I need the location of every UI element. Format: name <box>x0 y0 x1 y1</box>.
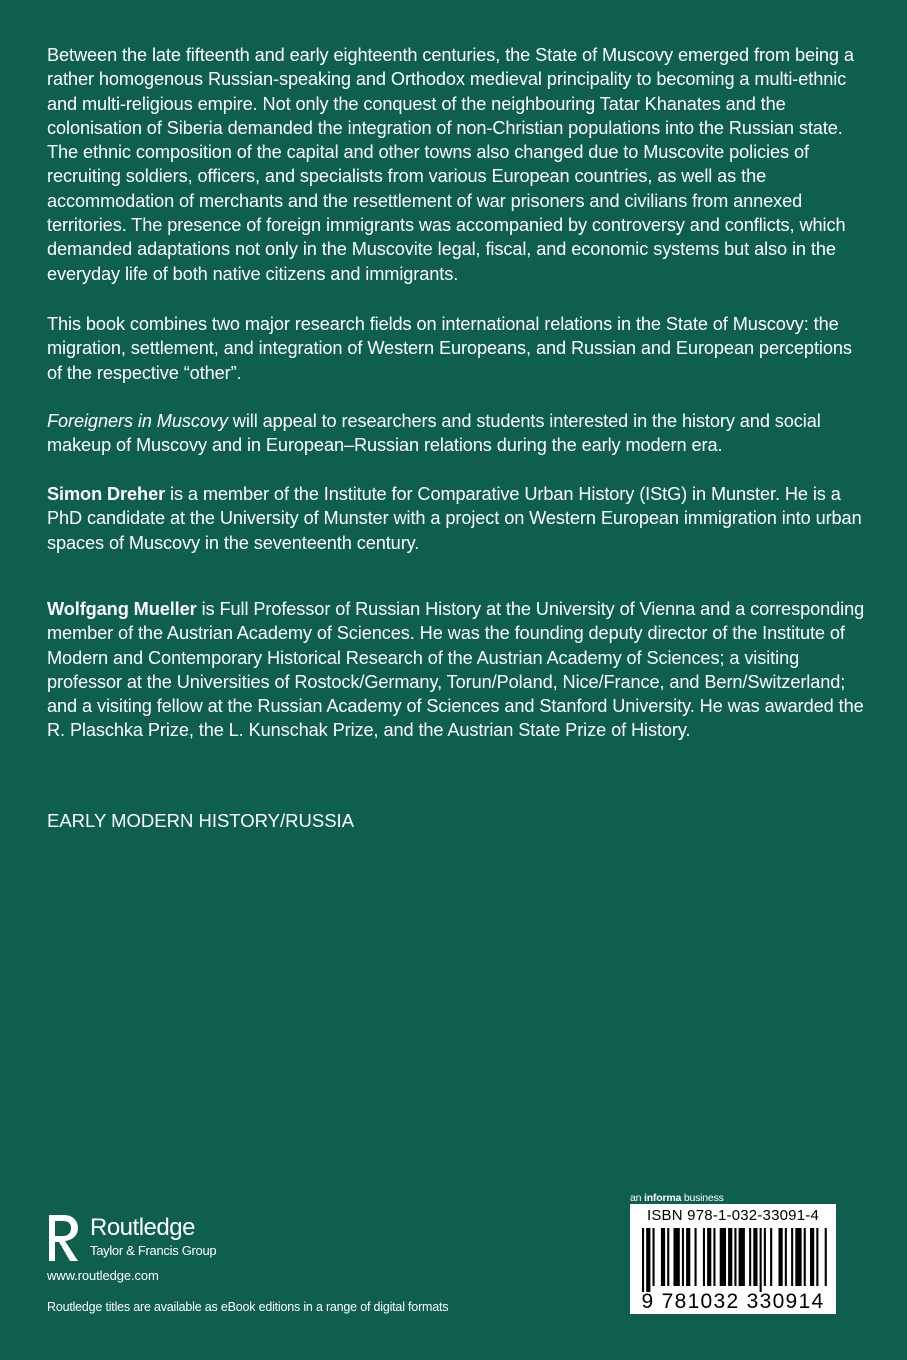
blurb-paragraph-intro: Between the late fifteenth and early eighteenth centuries, the State of Muscovy emerged from being a rather homogenous Russian-speaking and Orthodox medieval principality to becoming a multi-ethnic and multi-religious empire. Not only the conquest of the neighbouring Tatar Khanates and the colonisation of Siberia demanded the integration of non-Christian populations into the Russian state. The ethnic composition of the capital and other towns also changed due to Muscovite policies of recruiting soldiers, officers, and specialists from various European countries, as well as the accommodation of merchants and the resettlement of war prisoners and civilians from annexed territories. The presence of foreign immigrants was accompanied by controversy and conflicts, which demanded adaptations not only in the Muscovite legal, fiscal, and economic systems but also in the everyday life of both native citizens and immigrants. <box>47 45 854 284</box>
barcode-bar <box>734 1228 736 1286</box>
blurb-paragraph-research: This book combines two major research fields on international relations in the State of Muscovy: the migration, settlement, and integration of Western Europeans, and Russian and European perceptions of the respective “other”. <box>47 314 852 383</box>
barcode-bar <box>816 1228 818 1286</box>
book-title: Foreigners in Muscovy <box>47 411 228 431</box>
routledge-r-icon <box>47 1212 81 1264</box>
barcode-bar <box>695 1228 697 1286</box>
barcode-bar <box>686 1228 690 1286</box>
publisher-logo <box>47 1212 227 1268</box>
barcode-bar <box>707 1228 711 1286</box>
barcode-bar <box>728 1228 732 1286</box>
barcode-bar <box>770 1228 772 1286</box>
barcode-bar <box>642 1228 644 1292</box>
barcode-bar <box>753 1228 757 1286</box>
barcode-bar <box>764 1228 766 1286</box>
barcode-bar <box>804 1228 806 1286</box>
barcode-bar <box>779 1228 783 1286</box>
barcode-bar <box>825 1228 827 1286</box>
barcode-bar <box>674 1228 680 1286</box>
author-bio-mueller: Wolfgang Mueller is Full Professor of Russian History at the University of Vienna and a corresponding member of the Austrian Academy of Sciences. He was the founding deputy director of the Institute of Modern and Contemporary Historical Research of the Austrian Academy of Sciences; a visiting professor at the Universities of Rostock/Germany, Torun/Poland, Nice/France, and Bern/Switzerland; and a visiting fellow at the Russian Academy of Sciences and Stanford University. He was awarded the R. Plaschka Prize, the L. Kunschak Prize, and the Austrian State Prize of History. <box>47 599 865 741</box>
barcode-bar <box>682 1228 684 1286</box>
barcode-bar <box>713 1228 715 1286</box>
author-bio-dreher: Simon Dreher is a member of the Institute for Comparative Urban History (IStG) in Munster. He is a PhD candidate at the University of Munster with a project on Western European immigration into urban spaces of Muscovy in the seventeenth century. <box>47 484 862 553</box>
isbn-number: ISBN 978-1-032-33091-4 <box>646 1207 819 1224</box>
publisher-name: Routledge <box>90 1214 195 1241</box>
barcode-bar <box>703 1228 705 1286</box>
isbn-barcode <box>630 1204 836 1314</box>
barcode-bar <box>646 1228 650 1292</box>
ebook-note: Routledge titles are available as eBook editions in a range of digital formats <box>47 1300 449 1314</box>
barcode-bars <box>634 1228 832 1292</box>
barcode-bar <box>760 1228 762 1292</box>
blurb-paragraph-audience: Foreigners in Muscovy will appeal to researchers and students interested in the history and social makeup of Muscovy and in European–Russian relations during the early modern era. <box>47 411 821 456</box>
barcode-bar <box>749 1228 751 1286</box>
publisher-group: Taylor & Francis Group <box>90 1243 217 1258</box>
publisher-website: www.routledge.com <box>47 1268 159 1283</box>
barcode-bar <box>791 1228 793 1286</box>
barcode-bar <box>667 1228 669 1286</box>
barcode-bar <box>653 1228 655 1286</box>
barcode-bar <box>785 1228 787 1286</box>
author-name-dreher: Simon Dreher <box>47 484 166 504</box>
informa-business-label: an informa business <box>630 1192 724 1204</box>
barcode-bar <box>720 1228 726 1286</box>
barcode-bar <box>661 1228 665 1286</box>
barcode-bar <box>810 1228 814 1286</box>
subject-category: EARLY MODERN HISTORY/RUSSIA <box>47 810 355 831</box>
barcode-bar <box>739 1228 745 1286</box>
barcode-bar <box>795 1228 801 1286</box>
barcode-digits: 9 781032 330914 <box>641 1290 825 1313</box>
author-name-mueller: Wolfgang Mueller <box>47 599 197 619</box>
